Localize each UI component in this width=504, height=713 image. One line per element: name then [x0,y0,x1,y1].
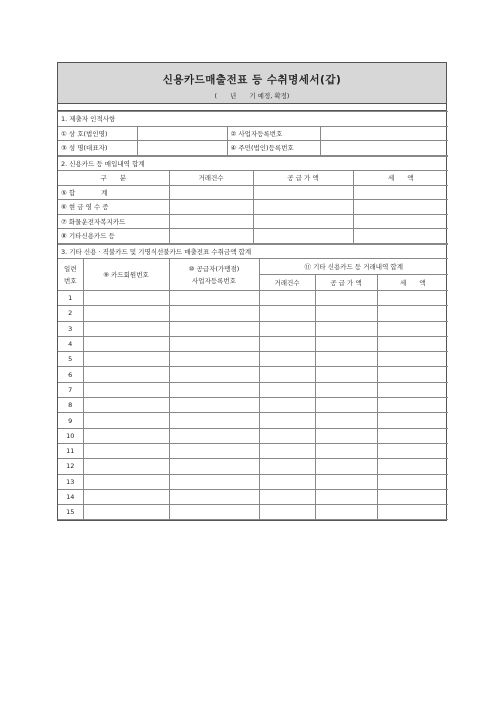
supplier-reg-no-field[interactable] [169,459,259,474]
total-count-field[interactable] [169,185,253,200]
supplier-reg-no-field[interactable] [169,336,259,351]
table-row [58,367,448,382]
table-row [58,489,448,504]
row-freight-card-label: ⑦ 화물운전자복지카드 [58,214,169,229]
card-number-field[interactable] [83,474,169,489]
company-name-label: ① 상 호(법인명) [58,126,137,141]
card-number-field[interactable] [83,336,169,351]
count-field[interactable] [259,306,315,321]
table-row [58,382,448,397]
supplier-reg-no-field[interactable] [169,413,259,428]
serial-header-line1: 일련 [63,264,77,273]
supply-field[interactable] [315,443,377,458]
table-row [58,321,448,336]
count-field[interactable] [259,489,315,504]
col-tax-header: 세 액 [377,275,448,291]
supplier-reg-no-field[interactable] [169,382,259,397]
supplier-header-line2: 사업자등록번호 [192,276,236,285]
tax-field[interactable] [377,291,448,306]
row-number: 15 [58,505,83,520]
supplier-reg-no-field[interactable] [169,428,259,443]
other-card-total-header: ⑪ 기타 신용카드 등 거래내역 합계 [259,259,448,275]
card-number-field[interactable] [83,489,169,504]
card-number-field[interactable] [83,352,169,367]
card-number-field[interactable] [83,321,169,336]
row-number: 11 [58,443,83,458]
tax-field[interactable] [377,443,448,458]
total-supply-field[interactable] [253,185,353,200]
count-field[interactable] [259,382,315,397]
row-number: 6 [58,367,83,382]
row-number: 7 [58,382,83,397]
row-number: 9 [58,413,83,428]
card-number-field[interactable] [83,428,169,443]
card-number-field[interactable] [83,306,169,321]
form-title: 신용카드매출전표 등 수취명세서(갑) [162,74,342,86]
table-row [58,413,448,428]
col-supply-header: 공 급 가 액 [253,171,353,186]
supplier-reg-no-field[interactable] [169,474,259,489]
tax-field[interactable] [377,382,448,397]
table-row [58,306,448,321]
row-other-card-label: ⑧ 기타신용카드 등 [58,229,169,244]
row-number: 2 [58,306,83,321]
tax-field[interactable] [377,367,448,382]
card-number-field[interactable] [83,443,169,458]
count-field[interactable] [259,321,315,336]
row-number: 3 [58,321,83,336]
tax-field[interactable] [377,459,448,474]
tax-field[interactable] [377,336,448,351]
table-row [58,443,448,458]
supply-field[interactable] [315,474,377,489]
section1-heading: 1. 제출자 인적사항 [58,112,448,127]
row-number: 10 [58,428,83,443]
supplier-reg-no-field[interactable] [169,505,259,520]
supply-field[interactable] [315,321,377,336]
tax-field[interactable] [377,398,448,413]
resident-reg-no-field[interactable] [320,141,448,156]
supply-field[interactable] [315,398,377,413]
form-header [58,63,446,104]
card-receipt-form [57,62,447,521]
count-field[interactable] [259,428,315,443]
business-reg-no-field[interactable] [320,126,448,141]
supplier-reg-no-field[interactable] [169,291,259,306]
card-number-header: ⑨ 카드회원번호 [83,259,169,291]
row-number: 1 [58,291,83,306]
cash-receipt-count-field[interactable] [169,200,253,215]
count-field[interactable] [259,291,315,306]
count-field[interactable] [259,474,315,489]
supply-field[interactable] [315,291,377,306]
col-tax-header: 세 액 [353,171,448,186]
count-field[interactable] [259,443,315,458]
supply-field[interactable] [315,459,377,474]
card-number-field[interactable] [83,367,169,382]
card-number-field[interactable] [83,398,169,413]
supplier-reg-no-field[interactable] [169,398,259,413]
col-count-header: 거래건수 [259,275,315,291]
section2-heading: 2. 신용카드 등 매입내역 합계 [58,156,448,171]
supplier-header-line1: ⑩ 공급자(가맹점) [188,264,240,273]
count-field[interactable] [259,398,315,413]
representative-label: ③ 성 명(대표자) [58,141,137,156]
tax-field[interactable] [377,306,448,321]
row-number: 5 [58,352,83,367]
supplier-reg-no-field[interactable] [169,321,259,336]
supply-field[interactable] [315,505,377,520]
section1-table [58,111,448,156]
table-row [58,398,448,413]
section2-table [58,156,448,244]
representative-field[interactable] [137,141,227,156]
count-field[interactable] [259,352,315,367]
supplier-reg-no-field[interactable] [169,352,259,367]
business-reg-no-label: ② 사업자등록번호 [227,126,320,141]
card-number-field[interactable] [83,505,169,520]
company-name-field[interactable] [137,126,227,141]
freight-card-tax-field[interactable] [353,214,448,229]
table-row [58,352,448,367]
supplier-reg-no-field[interactable] [169,443,259,458]
supplier-reg-no-field[interactable] [169,489,259,504]
supplier-reg-no-field[interactable] [169,306,259,321]
row-cash-receipt-label: ⑥ 현 금 영 수 증 [58,200,169,215]
detail-rows [58,291,448,520]
row-number: 8 [58,398,83,413]
serial-header [58,259,83,291]
col-count-header: 거래건수 [169,171,253,186]
resident-reg-no-label: ④ 주민(법인)등록번호 [227,141,320,156]
card-number-field[interactable] [83,382,169,397]
total-tax-field[interactable] [353,185,448,200]
row-total-label: ⑤ 합 계 [58,185,169,200]
row-number: 4 [58,336,83,351]
cash-receipt-supply-field[interactable] [253,200,353,215]
tax-field[interactable] [377,474,448,489]
tax-field[interactable] [377,413,448,428]
count-field[interactable] [259,413,315,428]
row-number: 14 [58,489,83,504]
tax-field[interactable] [377,428,448,443]
supplier-header [169,259,259,291]
row-number: 13 [58,474,83,489]
section3-table [58,244,448,521]
supply-field[interactable] [315,367,377,382]
tax-field[interactable] [377,321,448,336]
supply-field[interactable] [315,413,377,428]
supply-field[interactable] [315,306,377,321]
section3-heading: 3. 기타 신용 · 직불카드 및 기명식선불카드 매출전표 수취금액 합계 [58,244,448,259]
row-number: 12 [58,459,83,474]
card-number-field[interactable] [83,459,169,474]
header-spacer [58,104,446,111]
card-number-field[interactable] [83,413,169,428]
other-card-tax-field[interactable] [353,229,448,244]
tax-field[interactable] [377,352,448,367]
count-field[interactable] [259,505,315,520]
count-field[interactable] [259,459,315,474]
other-card-supply-field[interactable] [253,229,353,244]
supply-field[interactable] [315,352,377,367]
other-card-count-field[interactable] [169,229,253,244]
table-row [58,336,448,351]
form-subtitle: ( 년 기 예정, 확정) [214,92,290,100]
supply-field[interactable] [315,336,377,351]
freight-card-supply-field[interactable] [253,214,353,229]
tax-field[interactable] [377,505,448,520]
table-row [58,428,448,443]
col-category-header: 구 분 [58,171,169,186]
tax-field[interactable] [377,489,448,504]
table-row [58,459,448,474]
table-row [58,291,448,306]
supplier-reg-no-field[interactable] [169,367,259,382]
count-field[interactable] [259,367,315,382]
table-row [58,474,448,489]
supply-field[interactable] [315,382,377,397]
serial-header-line2: 번호 [63,276,77,285]
col-supply-header: 공 급 가 액 [315,275,377,291]
cash-receipt-tax-field[interactable] [353,200,448,215]
supply-field[interactable] [315,489,377,504]
table-row [58,505,448,520]
freight-card-count-field[interactable] [169,214,253,229]
count-field[interactable] [259,336,315,351]
supply-field[interactable] [315,428,377,443]
card-number-field[interactable] [83,291,169,306]
